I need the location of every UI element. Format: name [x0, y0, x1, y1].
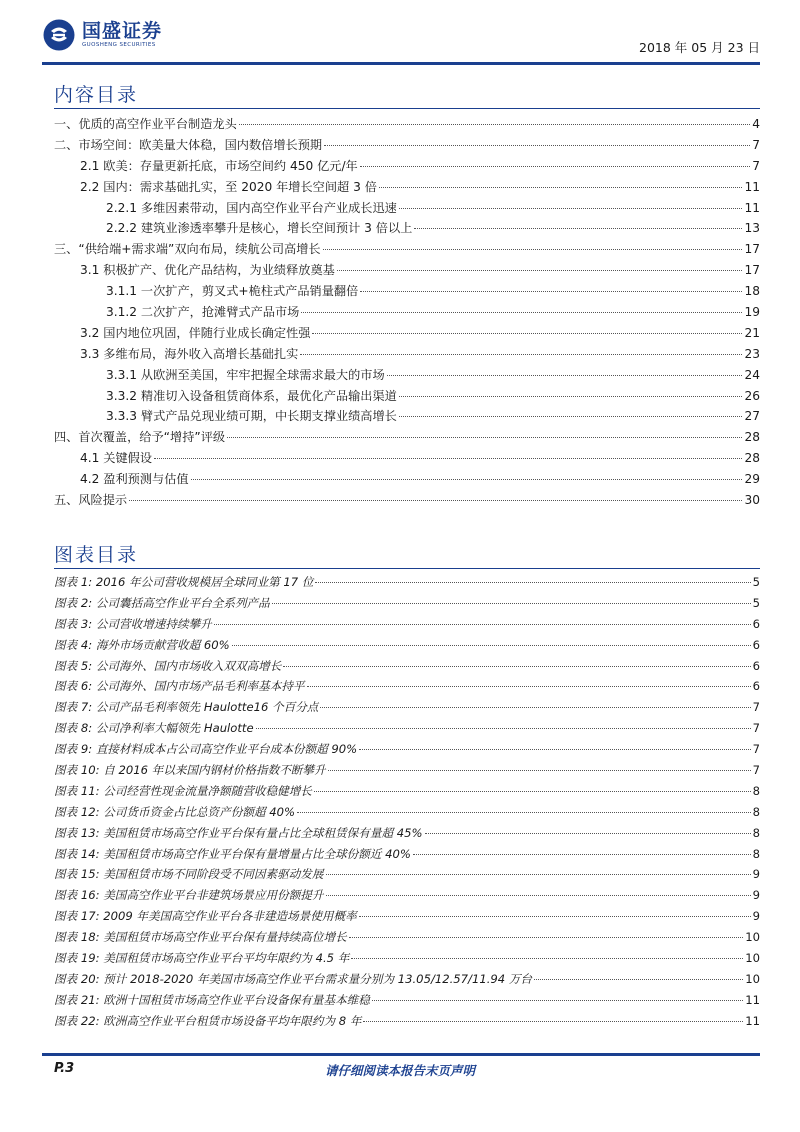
toc-entry[interactable]: 3.1 积极扩产、优化产品结构，为业绩释放奠基 17 [80, 263, 760, 278]
toc-entry[interactable]: 4.2 盈利预测与估值 29 [80, 472, 760, 487]
figure-entry[interactable]: 图表 5: 公司海外、国内市场收入双双高增长 6 [54, 658, 760, 673]
report-date: 2018 年 05 月 23 日 [639, 40, 760, 55]
figures-title-divider [54, 568, 760, 569]
toc-entry[interactable]: 2.2.2 建筑业渗透率攀升是核心，增长空间预计 3 倍以上 13 [106, 221, 760, 236]
figure-entry[interactable]: 图表 21: 欧洲十国租赁市场高空作业平台设备保有量基本维稳 11 [54, 992, 760, 1007]
logo-icon [42, 18, 76, 52]
toc-title: 内容目录 [54, 84, 139, 106]
figure-entry[interactable]: 图表 10: 自 2016 年以来国内钢材价格指数不断攀升 7 [54, 763, 760, 778]
toc-entry[interactable]: 3.2 国内地位巩固，伴随行业成长确定性强 21 [80, 325, 760, 340]
toc-entry[interactable]: 2.1 欧美：存量更新托底，市场空间约 450 亿元/年 7 [80, 158, 760, 173]
figure-entry[interactable]: 图表 8: 公司净利率大幅领先 Haulotte 7 [54, 721, 760, 736]
toc-entry[interactable]: 3.1.2 二次扩产，抢滩臂式产品市场 19 [106, 305, 760, 320]
figure-entry[interactable]: 图表 6: 公司海外、国内市场产品毛利率基本持平 6 [54, 679, 760, 694]
page-number: P.3 [54, 1061, 75, 1076]
toc-entry[interactable]: 4.1 关键假设 28 [80, 451, 760, 466]
toc-entry[interactable]: 3.3.3 臂式产品兑现业绩可期，中长期支撑业绩高增长 27 [106, 409, 760, 424]
header-divider [42, 62, 760, 65]
figure-entry[interactable]: 图表 22: 欧洲高空作业平台租赁市场设备平均年限约为 8 年 11 [54, 1013, 760, 1028]
toc-entry[interactable]: 一、优质的高空作业平台制造龙头 4 [54, 117, 760, 131]
list-of-figures [54, 574, 760, 1034]
figure-entry[interactable]: 图表 15: 美国租赁市场不同阶段受不同因素驱动发展 9 [54, 867, 760, 882]
toc-entry[interactable]: 三、“供给端+需求端”双向布局，续航公司高增长 17 [54, 242, 760, 257]
toc-entry[interactable]: 3.3 多维布局，海外收入高增长基础扎实 23 [80, 346, 760, 361]
figure-entry[interactable]: 图表 14: 美国租赁市场高空作业平台保有量增量占比全球份额近 40% 8 [54, 846, 760, 861]
page-header [42, 18, 760, 62]
figure-entry[interactable]: 图表 7: 公司产品毛利率领先 Haulotte16 个百分点 7 [54, 700, 760, 715]
figure-entry[interactable]: 图表 11: 公司经营性现金流量净额随营收稳健增长 8 [54, 783, 760, 798]
figures-list-title: 图表目录 [54, 544, 139, 566]
figure-entry[interactable]: 图表 1: 2016 年公司营收规模居全球同业第 17 位 5 [54, 575, 760, 589]
figure-entry[interactable]: 图表 17: 2009 年美国高空作业平台各非建造场景使用概率 9 [54, 909, 760, 924]
figure-entry[interactable]: 图表 20: 预计 2018-2020 年美国市场高空作业平台需求量分别为 13.05/12.57/11.94 万台 10 [54, 971, 760, 986]
toc-entry[interactable]: 五、风险提示 30 [54, 493, 760, 508]
toc-title-divider [54, 108, 760, 109]
logo-chinese-name: 国盛证券 [82, 20, 163, 42]
figure-entry[interactable]: 图表 18: 美国租赁市场高空作业平台保有量持续高位增长 10 [54, 930, 760, 945]
footer-disclaimer: 请仔细阅读本报告末页声明 [324, 1063, 475, 1078]
toc-entry[interactable]: 3.3.1 从欧洲至美国，牢牢把握全球需求最大的市场 24 [106, 367, 760, 382]
footer-divider [42, 1053, 760, 1056]
logo-english-name: GUOSHENG SECURITIES [82, 42, 156, 48]
toc-entry[interactable]: 2.2.1 多维因素带动，国内高空作业平台产业成长迅速 11 [106, 200, 760, 215]
toc-entry[interactable]: 二、市场空间：欧美量大体稳，国内数倍增长预期 7 [54, 137, 760, 152]
figure-entry[interactable]: 图表 16: 美国高空作业平台非建筑场景应用份额提升 9 [54, 888, 760, 903]
figure-entry[interactable]: 图表 12: 公司货币资金占比总资产份额超 40% 8 [54, 804, 760, 819]
toc-entry[interactable]: 四、首次覆盖，给予“增持”评级 28 [54, 430, 760, 445]
figure-entry[interactable]: 图表 3: 公司营收增速持续攀升 6 [54, 616, 760, 631]
toc-entry[interactable]: 3.3.2 精准切入设备租赁商体系，最优化产品输出渠道 26 [106, 388, 760, 403]
company-logo [42, 18, 162, 52]
figure-entry[interactable]: 图表 13: 美国租赁市场高空作业平台保有量占比全球租赁保有量超 45% 8 [54, 825, 760, 840]
figure-entry[interactable]: 图表 19: 美国租赁市场高空作业平台平均年限约为 4.5 年 10 [54, 951, 760, 966]
figure-entry[interactable]: 图表 2: 公司囊括高空作业平台全系列产品 5 [54, 595, 760, 610]
figure-entry[interactable]: 图表 4: 海外市场贡献营收超 60% 6 [54, 637, 760, 652]
toc-entry[interactable]: 2.2 国内：需求基础扎实，至 2020 年增长空间超 3 倍 11 [80, 179, 760, 194]
toc-entry[interactable]: 3.1.1 一次扩产，剪叉式+桅柱式产品销量翻倍 18 [106, 284, 760, 299]
figure-entry[interactable]: 图表 9: 直接材料成本占公司高空作业平台成本份额超 90% 7 [54, 742, 760, 757]
table-of-contents [54, 115, 760, 512]
